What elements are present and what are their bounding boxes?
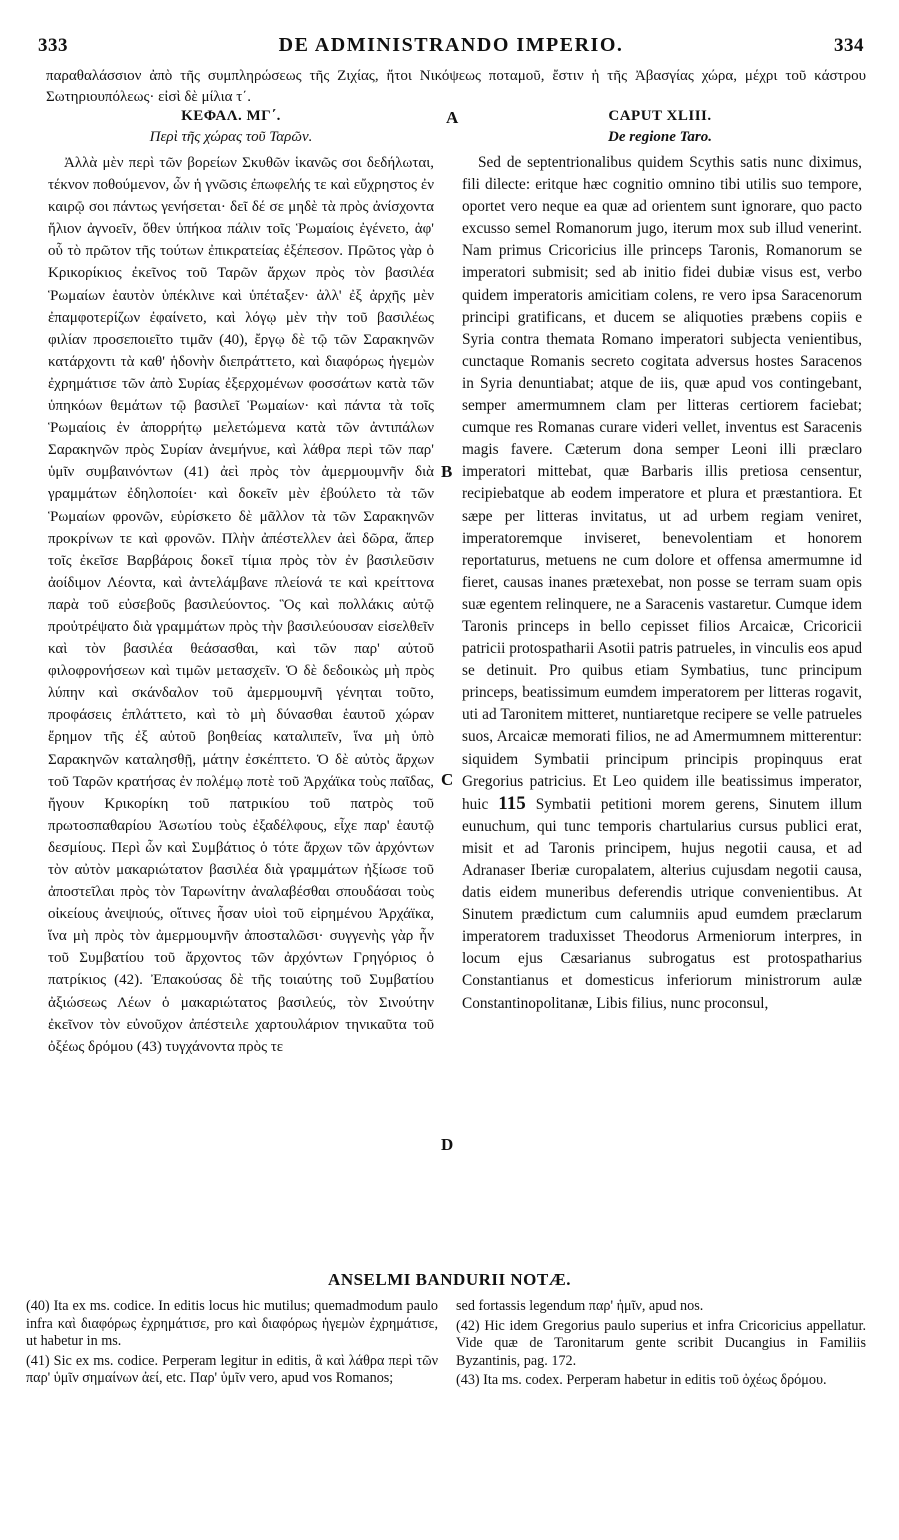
margin-marker-a: A bbox=[446, 108, 459, 127]
margin-marker-c: C bbox=[441, 770, 454, 789]
running-title: DE ADMINISTRANDO IMPERIO. bbox=[278, 34, 624, 56]
latin-paragraph bbox=[462, 152, 862, 1015]
greek-paragraph: Ἀλλὰ μὲν περὶ τῶν βορείων Σκυθῶν ἱκανῶς σοι δεδήλωται, τέκνον ποθούμενον, ὧν ἡ γνῶσις ἐπωφελής τε καὶ εὔχρηστος ἐν καιρῷ σοι πάντως γενήσεται· δεῖ δέ σε μηδὲ τὰ πρὸς ἀνίσχοντα ἥλιον ἀγνοεῖν, ὅθεν ὑπήκοα πάλιν τοῖς Ῥωμαίοις ἐγένετο, ἀφ' οὗ τὸ πρῶτον τῆς τούτων ἐπικρατείας ἐξέπεσον. Πρῶτος γὰρ ὁ Κρικορίκιος ἐκεῖνος τοῦ Ταρῶν ἄρχων πρὸς τὸν βασιλέα Ῥωμαίων ἑαυτὸν ὑπέκλινε καὶ ὑπέταξεν· ἀλλ' ἐξ ἀρχῆς μὲν ἐπαμφοτερίζων ἐφαίνετο, καὶ λόγῳ μὲν τὴν τοῦ βασιλέως φιλίαν προσεποιεῖτο τιμᾶν (40), ἔργῳ δὲ τῷ τῶν Σαρακηνῶν κατάρχοντι τὰ καθ' ἡδονὴν διεπράττετο, καὶ διαφόρως ἡγεμὼν ἐχρημάτισε τῶν ἀπὸ Συρίας ἐξερχομένων φοσσάτων κατὰ τῶν ὑπηκόων θεμάτων τῷ βασιλεῖ Ῥωμαίων· καὶ πάντα τὰ τοῖς Ῥωμαίοις ἐν ἀπορρήτῳ μελετώμενα κατὰ τῶν ἀντιπάλων Σαρακηνῶν πρὸς Συρίαν ἀνεμήνυε, καὶ λάθρα περὶ τῶν παρ' ὑμῖν συμβαινόντων (41) ἀεὶ πρὸς τὸν ἀμερμουμνῆν διὰ γραμμάτων ἐδηλοποίει· καὶ δοκεῖν μὲν ἐβούλετο τὰ τῶν Ῥωμαίων φρονῶν, εὑρίσκετο δὲ μᾶλλον τὰ τῶν Σαρακηνῶν προκρίνων τε καὶ φρονῶν. Πλὴν ἀπέστελλεν ἀεὶ δῶρα, ἅπερ τοῖς ἐκεῖσε Βαρβάροις δοκεῖ τίμια πρὸς τὸν ἐν βασιλεῦσιν ἀοίδιμον Λέοντα, καὶ ἀντελάμβανε πλείονά τε καὶ κρείττονα παρὰ τοῦ εὐσεβοῦς βασιλεύοντος. Ὃς καὶ πολλάκις αὐτῷ προὐτρέψατο διὰ γραμμάτων πρὸς τὴν βασιλεύουσαν εἰσελθεῖν καὶ τὸν βασιλέα θεάσασθαι, καὶ τῶν παρ' αὐτοῦ φιλοφρονήσεων καὶ τιμῶν μετασχεῖν. Ὁ δὲ δεδοικὼς μὴ πρὸς λύπην καὶ σκάνδαλον τοῦ ἀμερμουμνῆ γένηται τοῦτο, προφάσεις ἐπλάττετο, καὶ τὸ μὴ δύνασθαι ἑαυτοῦ χώραν ἔρημον τῆς ἐξ αὐτοῦ βοηθείας καταλιπεῖν, ἵνα μὴ ὑπὸ Σαρακηνῶν καταλησθῇ, μάτην ἐσκέπτετο. Ὁ δὲ αὐτὸς ἄρχων τοῦ Ταρῶν κρατήσας ἐν πολέμῳ ποτὲ τοῦ Ἀρχάϊκα τοὺς παῖδας, ἤγουν Κρικορίκη τοῦ πατρικίου τοῦ πατρὸς τοῦ πρωτοσπαθαρίου Ἀσωτίου τοὺς ἐξαδέλφους, εἶχε παρ' ἑαυτῷ δεσμίους. Περὶ ὧν καὶ Συμβάτιος ὁ τότε ἄρχων τῶν ἀρχόντων τὸν αὐτὸν μακαριώτατον βασιλέα διὰ γραμμάτων ἠξίωσε τοῦ ἀποστεῖλαι πρὸς τὸν Ταρωνίτην ἀναλαβέσθαι σπουδάσαι τοὺς οἰκείους ἀνεψιούς, οἵτινες ἦσαν υἱοὶ τοῦ εἰρημένου Ἀρχάϊκα, ἵνα μὴ πρὸς τὸν ἀμερμουμνῆν ἀποσταλῶσι· συγγενὴς γὰρ ἦν τοῦ Συμβατίου τοῦ ἄρχοντος τῶν ἀρχόντων Γρηγόριος ὁ πατρίκιος (42). Ἐπακούσας δὲ τῆς τοιαύτης τοῦ Συμβατίου ἀξιώσεως Λέων ὁ μακαριώτατος βασιλεύς, τὸν Σινούτην ἐκεῖνον τὸν εὐνοῦχον ἀπέστειλε χαρτουλάριον τηνικαῦτα τοῦ ὀξέως δρόμου (43) τυγχάνοντα πρὸς τε bbox=[48, 155, 434, 1055]
chapter-heading-greek bbox=[46, 106, 416, 150]
footnote: (41) Sic ex ms. codice. Perperam legitur in editis, ἃ καὶ λάθρα περὶ τῶν παρ' ὑμῖν σημαίνων ἀεί, etc. Παρ' ὑμῖν vero, apud vos Romanos; bbox=[26, 1352, 438, 1386]
chapter-title-greek: Περὶ τῆς χώρας τοῦ Ταρῶν. bbox=[149, 129, 313, 145]
running-head bbox=[38, 34, 864, 60]
intro-greek-text: παραθαλάσσιον ἀπὸ τῆς συμπληρώσεως τῆς Ζιχίας, ἤτοι Νικόψεως ποταμοῦ, ἔστιν ἡ τῆς Ἀβασγίας χώρα, μέχρι τοῦ κάστρου Σωτηριουπόλεως· εἰσὶ δὲ μίλια τ΄. bbox=[46, 68, 866, 105]
latin-text-continued: Symbatii petitioni morem gerens, Sinutem illum eunuchum, qui tunc temporis chartularius cursus publici erat, misit et ad Taronis principem, hujus negotii causa, et ad Adranaser Iberiæ curopalatem, alterius cujusdam negotii causa, datis eidem muneribus deferendis utrique convenientibus. At Sinutem prædictum cum calumniis apud eumdem præclarum imperatorem traduxisset Theodorus Armeniorum interpres, in locum ejus Cæsarianus subrogatus est protospatharius Constantianus et domesticus inferiorum ministrorum aulæ Constantinopolitanæ, Libis filius, nunc proconsul, bbox=[462, 795, 862, 1012]
greek-column bbox=[48, 152, 434, 1262]
notes-right-column bbox=[456, 1298, 866, 1528]
latin-text: Sed de septentrionalibus quidem Scythis satis nunc diximus, fili dilecte: eritque hæc cognitio omnino tibi utilis suo tempore, oportet vero neque ea quæ ad orientem sunt ignorare, quo pacto excusso semel Romanorum jugo, iterum mox sub illud venerint. Nam primus Cricoricius ille princeps Taronis, Romanorum se imperatori submisit; sed ab initio fidei dubiæ visus est, verbo quidem imperatoris amicitiam colens, re vero ipsa Saracenorum principi gratificans, et ducem se aliquoties præbens copiis e Syria contra themata Romano imperatori subjecta venientibus, cunctaque Romanis secreto cogitata adversus hostes Saracenos in Syria denuntiabat; atque de iis, quæ apud vos contingebant, semper amermumnem clam per litteras certiorem faciebat; cumque res Romanas curare videri vellet, inventus est Saracenis magis favere. Cæterum dona semper Leoni illi præclaro imperatori mittebat, quæ Barbaris illis pretiosa censentur, recipiebatque ab eodem imperatore et plura et præstantiora. Et sæpe per litteras invitatus, ut ad urbem regiam veniret, imperatoremque inviseret, benevolentiam et honorem reportaturus, metuens ne cum dolore et offensa amermumne id fieret, causas inanes prætexebat, non posse se terram suam opis suæ egentem relinquere, ne a Saracenis vastaretur. Cumque idem Taronis princeps in bello cepisset filios Arcaicæ, Cricoricii patricii protospatharii Asotii patris patrueles, in vinculis eos apud se detinuit. Pro quibus etiam Symbatius, tunc principum princeps, beatissimum eumdem imperatorem per litteras rogavit, uti ad Taronitem mitteret, nuntiaretque recipere se velle patrueles suos, Arcaicæ memorati filios, ne ad Amermumnem mitterentur: siquidem Symbatii principum principis propinquus erat Gregorius patricius. Et Leo quidem ille beatissimus imperator, huic bbox=[462, 154, 862, 813]
margin-marker-d: D bbox=[441, 1135, 454, 1154]
footnote: (40) Ita ex ms. codice. In editis locus hic mutilus; quemadmodum paulo infra καὶ διαφόρως ἐχρημάτισε, pro καὶ διαφόρως ἡγεμὼν ἐχρημάτισε, ut habetur in ms. bbox=[26, 1298, 438, 1349]
footnote: sed fortassis legendum παρ' ἡμῖν, apud nos. bbox=[456, 1298, 704, 1314]
latin-column bbox=[462, 152, 862, 1262]
latin-page-reference: 115 bbox=[498, 792, 526, 814]
page-number-right: 334 bbox=[834, 35, 864, 56]
chapter-number-greek: ΚΕΦΑΛ. ΜΓ΄. bbox=[181, 108, 281, 124]
chapter-heading-latin bbox=[460, 106, 860, 150]
notes-left-column bbox=[26, 1298, 438, 1528]
footnote: (42) Hic idem Gregorius paulo superius et infra Cricoricius appellatur. Vide quæ de Taronitarum gente scribit Ducangius in Familiis Byzantinis, pag. 172. bbox=[456, 1317, 866, 1369]
page-number-left: 333 bbox=[38, 35, 68, 56]
margin-marker-b: B bbox=[441, 462, 453, 481]
chapter-number-latin: CAPUT XLIII. bbox=[608, 108, 712, 124]
footnote: (43) Ita ms. codex. Perperam habetur in editis τοῦ ὀχέως δρόμου. bbox=[456, 1372, 827, 1388]
chapter-title-latin: De regione Taro. bbox=[607, 129, 713, 145]
notes-title: ANSELMI BANDURII NOTÆ. bbox=[328, 1270, 571, 1289]
